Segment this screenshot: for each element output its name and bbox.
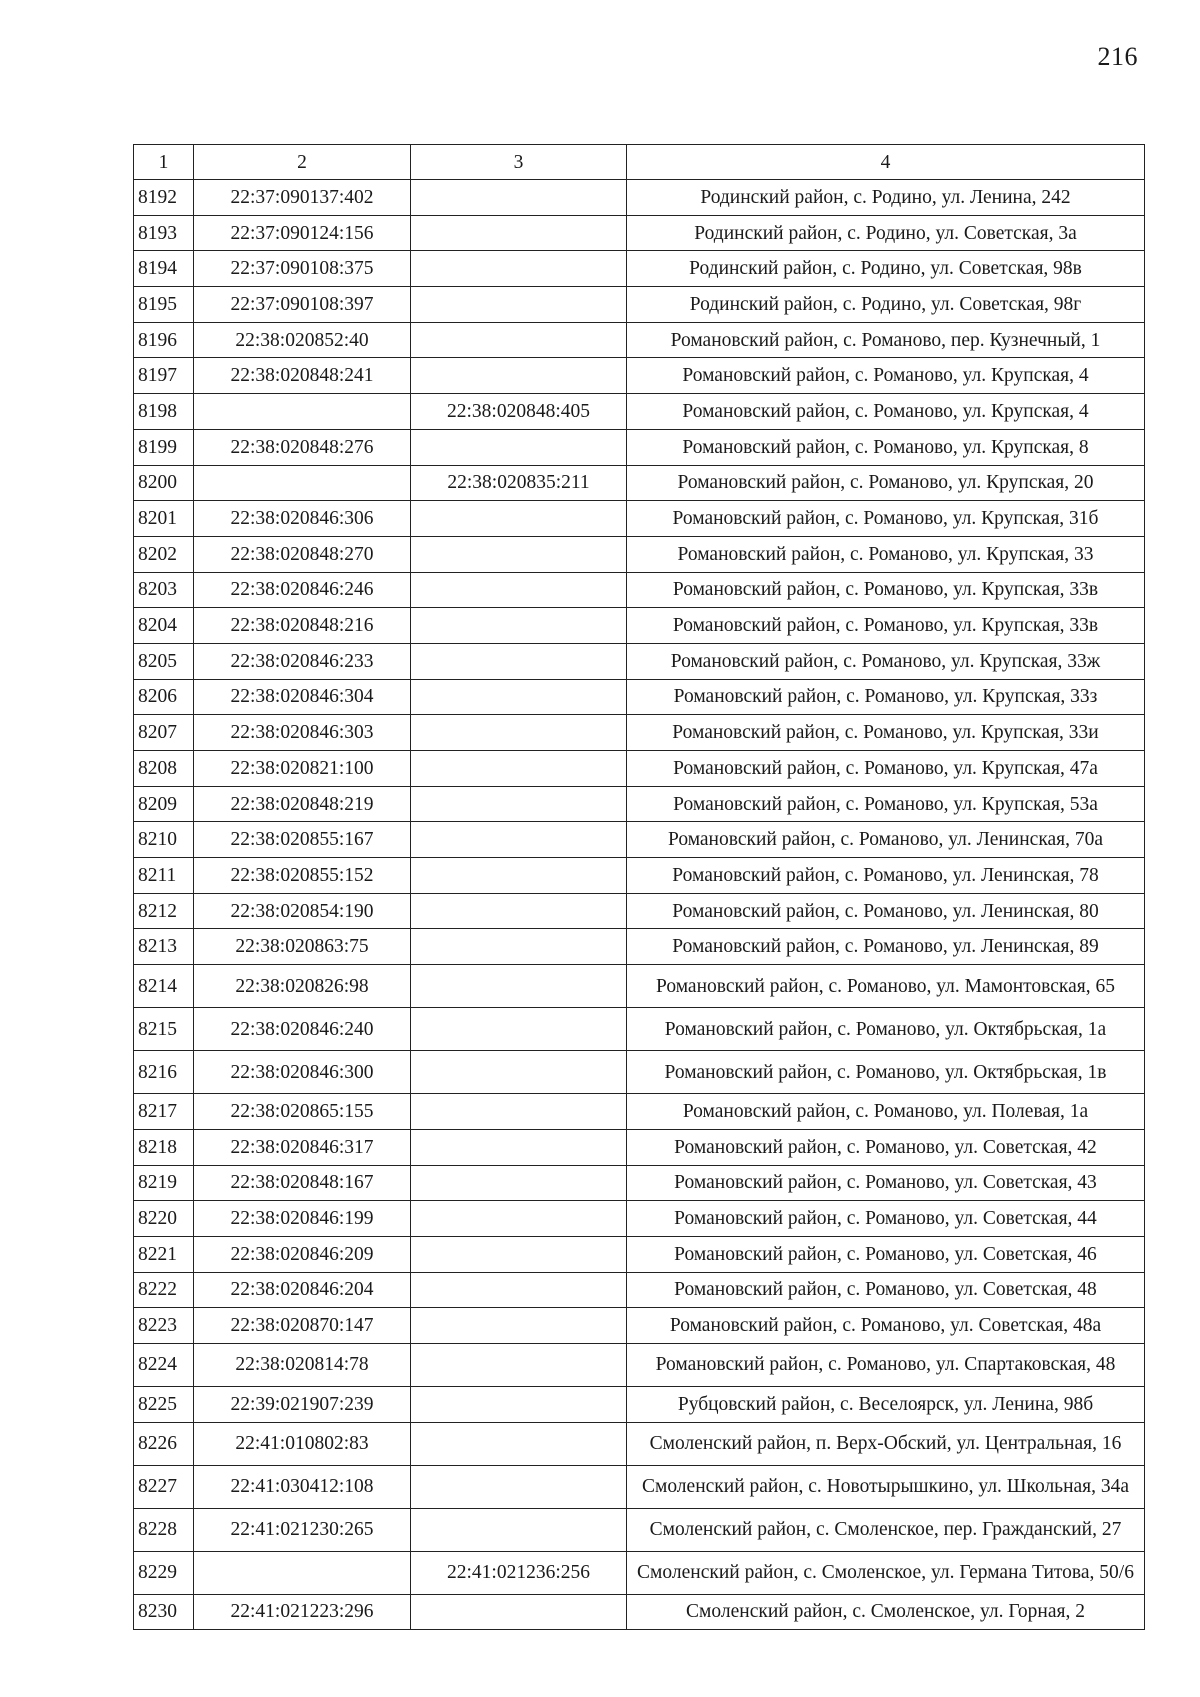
address-cell: Романовский район, с. Романово, ул. Крупская, 20 [627, 465, 1145, 501]
header-col-4: 4 [627, 145, 1145, 180]
address-cell: Романовский район, с. Романово, ул. Ленинская, 70а [627, 822, 1145, 858]
row-number-cell: 8229 [134, 1551, 194, 1594]
cadastral-number-cell: 22:38:020848:276 [194, 429, 411, 465]
address-cell: Смоленский район, п. Верх-Обский, ул. Центральная, 16 [627, 1422, 1145, 1465]
alt-cadastral-number-cell [411, 215, 627, 251]
alt-cadastral-number-cell [411, 1343, 627, 1386]
cadastral-number-cell [194, 465, 411, 501]
alt-cadastral-number-cell [411, 180, 627, 216]
table-row [134, 429, 1145, 465]
table-row [134, 394, 1145, 430]
row-number-cell: 8207 [134, 715, 194, 751]
alt-cadastral-number-cell [411, 679, 627, 715]
table-row [134, 287, 1145, 323]
table-row [134, 1386, 1145, 1422]
table-row [134, 1594, 1145, 1630]
row-number-cell: 8205 [134, 643, 194, 679]
address-cell: Романовский район, с. Романово, пер. Кузнечный, 1 [627, 322, 1145, 358]
alt-cadastral-number-cell: 22:38:020835:211 [411, 465, 627, 501]
row-number-cell: 8224 [134, 1343, 194, 1386]
cadastral-number-cell: 22:38:020821:100 [194, 751, 411, 787]
table-row [134, 572, 1145, 608]
cadastral-number-cell: 22:38:020846:246 [194, 572, 411, 608]
registry-table [133, 144, 1145, 1630]
address-cell: Родинский район, с. Родино, ул. Советская, 3а [627, 215, 1145, 251]
address-cell: Романовский район, с. Романово, ул. Октябрьская, 1в [627, 1051, 1145, 1094]
row-number-cell: 8193 [134, 215, 194, 251]
cadastral-number-cell: 22:38:020852:40 [194, 322, 411, 358]
row-number-cell: 8218 [134, 1129, 194, 1165]
cadastral-number-cell: 22:38:020870:147 [194, 1308, 411, 1344]
row-number-cell: 8203 [134, 572, 194, 608]
row-number-cell: 8230 [134, 1594, 194, 1630]
table-row [134, 251, 1145, 287]
alt-cadastral-number-cell [411, 608, 627, 644]
table-row [134, 322, 1145, 358]
cadastral-number-cell: 22:38:020826:98 [194, 965, 411, 1008]
address-cell: Романовский район, с. Романово, ул. Ленинская, 80 [627, 893, 1145, 929]
row-number-cell: 8197 [134, 358, 194, 394]
alt-cadastral-number-cell [411, 893, 627, 929]
alt-cadastral-number-cell [411, 1236, 627, 1272]
address-cell: Романовский район, с. Романово, ул. Крупская, 8 [627, 429, 1145, 465]
row-number-cell: 8204 [134, 608, 194, 644]
cadastral-number-cell: 22:38:020846:304 [194, 679, 411, 715]
row-number-cell: 8219 [134, 1165, 194, 1201]
cadastral-number-cell: 22:38:020865:155 [194, 1094, 411, 1130]
table-row [134, 679, 1145, 715]
table-row [134, 858, 1145, 894]
alt-cadastral-number-cell [411, 251, 627, 287]
table-row [134, 608, 1145, 644]
cadastral-number-cell: 22:38:020848:167 [194, 1165, 411, 1201]
row-number-cell: 8220 [134, 1201, 194, 1237]
table-row [134, 751, 1145, 787]
address-cell: Романовский район, с. Романово, ул. Советская, 48 [627, 1272, 1145, 1308]
table-row [134, 715, 1145, 751]
cadastral-number-cell: 22:38:020848:219 [194, 786, 411, 822]
alt-cadastral-number-cell [411, 1308, 627, 1344]
row-number-cell: 8208 [134, 751, 194, 787]
row-number-cell: 8223 [134, 1308, 194, 1344]
address-cell: Романовский район, с. Романово, ул. Крупская, 33з [627, 679, 1145, 715]
page-number: 216 [1097, 42, 1138, 71]
table-row [134, 1422, 1145, 1465]
cadastral-number-cell: 22:37:090124:156 [194, 215, 411, 251]
address-cell: Романовский район, с. Романово, ул. Крупская, 4 [627, 394, 1145, 430]
alt-cadastral-number-cell [411, 1165, 627, 1201]
alt-cadastral-number-cell [411, 715, 627, 751]
cadastral-number-cell: 22:37:090137:402 [194, 180, 411, 216]
cadastral-number-cell: 22:38:020846:300 [194, 1051, 411, 1094]
table-row [134, 1051, 1145, 1094]
header-col-2: 2 [194, 145, 411, 180]
cadastral-number-cell: 22:37:090108:397 [194, 287, 411, 323]
address-cell: Романовский район, с. Романово, ул. Советская, 42 [627, 1129, 1145, 1165]
alt-cadastral-number-cell [411, 1272, 627, 1308]
row-number-cell: 8202 [134, 536, 194, 572]
row-number-cell: 8212 [134, 893, 194, 929]
alt-cadastral-number-cell [411, 1465, 627, 1508]
table-row [134, 1236, 1145, 1272]
cadastral-number-cell: 22:38:020846:209 [194, 1236, 411, 1272]
table-row [134, 1308, 1145, 1344]
address-cell: Романовский район, с. Романово, ул. Советская, 46 [627, 1236, 1145, 1272]
table-row [134, 1343, 1145, 1386]
table-row [134, 893, 1145, 929]
address-cell: Романовский район, с. Романово, ул. Крупская, 33и [627, 715, 1145, 751]
address-cell: Смоленский район, с. Новотырышкино, ул. Школьная, 34а [627, 1465, 1145, 1508]
row-number-cell: 8199 [134, 429, 194, 465]
alt-cadastral-number-cell [411, 858, 627, 894]
cadastral-number-cell: 22:41:010802:83 [194, 1422, 411, 1465]
address-cell: Романовский район, с. Романово, ул. Крупская, 33в [627, 608, 1145, 644]
address-cell: Смоленский район, с. Смоленское, пер. Гражданский, 27 [627, 1508, 1145, 1551]
table-row [134, 465, 1145, 501]
cadastral-number-cell [194, 1551, 411, 1594]
cadastral-number-cell: 22:38:020846:303 [194, 715, 411, 751]
cadastral-number-cell: 22:38:020846:233 [194, 643, 411, 679]
row-number-cell: 8217 [134, 1094, 194, 1130]
row-number-cell: 8196 [134, 322, 194, 358]
row-number-cell: 8206 [134, 679, 194, 715]
table-row [134, 1551, 1145, 1594]
address-cell: Родинский район, с. Родино, ул. Советская, 98г [627, 287, 1145, 323]
row-number-cell: 8209 [134, 786, 194, 822]
address-cell: Родинский район, с. Родино, ул. Советская, 98в [627, 251, 1145, 287]
address-cell: Романовский район, с. Романово, ул. Мамонтовская, 65 [627, 965, 1145, 1008]
address-cell: Романовский район, с. Романово, ул. Крупская, 33в [627, 572, 1145, 608]
cadastral-number-cell: 22:41:021230:265 [194, 1508, 411, 1551]
table-row [134, 180, 1145, 216]
table-row [134, 1272, 1145, 1308]
row-number-cell: 8194 [134, 251, 194, 287]
table-row [134, 1508, 1145, 1551]
cadastral-number-cell: 22:38:020846:199 [194, 1201, 411, 1237]
row-number-cell: 8214 [134, 965, 194, 1008]
cadastral-number-cell [194, 394, 411, 430]
table-row [134, 929, 1145, 965]
cadastral-number-cell: 22:41:021223:296 [194, 1594, 411, 1630]
address-cell: Романовский район, с. Романово, ул. Октябрьская, 1а [627, 1008, 1145, 1051]
alt-cadastral-number-cell [411, 1129, 627, 1165]
address-cell: Романовский район, с. Романово, ул. Крупская, 47а [627, 751, 1145, 787]
alt-cadastral-number-cell [411, 1422, 627, 1465]
alt-cadastral-number-cell [411, 287, 627, 323]
cadastral-number-cell: 22:38:020848:241 [194, 358, 411, 394]
row-number-cell: 8222 [134, 1272, 194, 1308]
table-row [134, 215, 1145, 251]
alt-cadastral-number-cell [411, 358, 627, 394]
table-row [134, 1129, 1145, 1165]
table-row [134, 358, 1145, 394]
table-row [134, 1201, 1145, 1237]
cadastral-number-cell: 22:38:020846:306 [194, 501, 411, 537]
address-cell: Романовский район, с. Романово, ул. Полевая, 1а [627, 1094, 1145, 1130]
table-header [134, 145, 1145, 180]
cadastral-number-cell: 22:38:020814:78 [194, 1343, 411, 1386]
cadastral-number-cell: 22:38:020846:204 [194, 1272, 411, 1308]
header-col-1: 1 [134, 145, 194, 180]
address-cell: Романовский район, с. Романово, ул. Спартаковская, 48 [627, 1343, 1145, 1386]
table-row [134, 643, 1145, 679]
cadastral-number-cell: 22:38:020863:75 [194, 929, 411, 965]
alt-cadastral-number-cell [411, 1508, 627, 1551]
cadastral-number-cell: 22:38:020854:190 [194, 893, 411, 929]
address-cell: Родинский район, с. Родино, ул. Ленина, 242 [627, 180, 1145, 216]
row-number-cell: 8192 [134, 180, 194, 216]
alt-cadastral-number-cell [411, 429, 627, 465]
row-number-cell: 8210 [134, 822, 194, 858]
row-number-cell: 8226 [134, 1422, 194, 1465]
table-row [134, 822, 1145, 858]
address-cell: Смоленский район, с. Смоленское, ул. Горная, 2 [627, 1594, 1145, 1630]
address-cell: Романовский район, с. Романово, ул. Крупская, 33 [627, 536, 1145, 572]
row-number-cell: 8216 [134, 1051, 194, 1094]
cadastral-number-cell: 22:38:020848:216 [194, 608, 411, 644]
header-row [134, 145, 1145, 180]
table-row [134, 786, 1145, 822]
row-number-cell: 8200 [134, 465, 194, 501]
table-row [134, 1008, 1145, 1051]
address-cell: Смоленский район, с. Смоленское, ул. Германа Титова, 50/6 [627, 1551, 1145, 1594]
row-number-cell: 8221 [134, 1236, 194, 1272]
cadastral-number-cell: 22:41:030412:108 [194, 1465, 411, 1508]
address-cell: Романовский район, с. Романово, ул. Советская, 44 [627, 1201, 1145, 1237]
row-number-cell: 8211 [134, 858, 194, 894]
alt-cadastral-number-cell [411, 1386, 627, 1422]
alt-cadastral-number-cell: 22:41:021236:256 [411, 1551, 627, 1594]
alt-cadastral-number-cell [411, 1594, 627, 1630]
alt-cadastral-number-cell [411, 322, 627, 358]
address-cell: Романовский район, с. Романово, ул. Крупская, 53а [627, 786, 1145, 822]
cadastral-number-cell: 22:38:020848:270 [194, 536, 411, 572]
alt-cadastral-number-cell [411, 1201, 627, 1237]
address-cell: Романовский район, с. Романово, ул. Крупская, 4 [627, 358, 1145, 394]
address-cell: Романовский район, с. Романово, ул. Советская, 43 [627, 1165, 1145, 1201]
alt-cadastral-number-cell [411, 1051, 627, 1094]
alt-cadastral-number-cell [411, 786, 627, 822]
table-row [134, 1165, 1145, 1201]
table-row [134, 501, 1145, 537]
alt-cadastral-number-cell [411, 643, 627, 679]
table-row [134, 1465, 1145, 1508]
alt-cadastral-number-cell: 22:38:020848:405 [411, 394, 627, 430]
cadastral-number-cell: 22:38:020846:240 [194, 1008, 411, 1051]
row-number-cell: 8195 [134, 287, 194, 323]
table-row [134, 536, 1145, 572]
table-row [134, 1094, 1145, 1130]
cadastral-number-cell: 22:39:021907:239 [194, 1386, 411, 1422]
alt-cadastral-number-cell [411, 965, 627, 1008]
table-body [134, 180, 1145, 1630]
cadastral-number-cell: 22:37:090108:375 [194, 251, 411, 287]
address-cell: Романовский район, с. Романово, ул. Советская, 48а [627, 1308, 1145, 1344]
alt-cadastral-number-cell [411, 572, 627, 608]
alt-cadastral-number-cell [411, 822, 627, 858]
cadastral-number-cell: 22:38:020846:317 [194, 1129, 411, 1165]
row-number-cell: 8201 [134, 501, 194, 537]
table-row [134, 965, 1145, 1008]
address-cell: Романовский район, с. Романово, ул. Крупская, 31б [627, 501, 1145, 537]
row-number-cell: 8215 [134, 1008, 194, 1051]
row-number-cell: 8227 [134, 1465, 194, 1508]
address-cell: Романовский район, с. Романово, ул. Ленинская, 89 [627, 929, 1145, 965]
cadastral-number-cell: 22:38:020855:167 [194, 822, 411, 858]
alt-cadastral-number-cell [411, 929, 627, 965]
alt-cadastral-number-cell [411, 1008, 627, 1051]
address-cell: Романовский район, с. Романово, ул. Крупская, 33ж [627, 643, 1145, 679]
address-cell: Романовский район, с. Романово, ул. Ленинская, 78 [627, 858, 1145, 894]
alt-cadastral-number-cell [411, 536, 627, 572]
row-number-cell: 8198 [134, 394, 194, 430]
header-col-3: 3 [411, 145, 627, 180]
row-number-cell: 8228 [134, 1508, 194, 1551]
row-number-cell: 8213 [134, 929, 194, 965]
address-cell: Рубцовский район, с. Веселоярск, ул. Ленина, 98б [627, 1386, 1145, 1422]
cadastral-number-cell: 22:38:020855:152 [194, 858, 411, 894]
alt-cadastral-number-cell [411, 751, 627, 787]
row-number-cell: 8225 [134, 1386, 194, 1422]
alt-cadastral-number-cell [411, 1094, 627, 1130]
alt-cadastral-number-cell [411, 501, 627, 537]
